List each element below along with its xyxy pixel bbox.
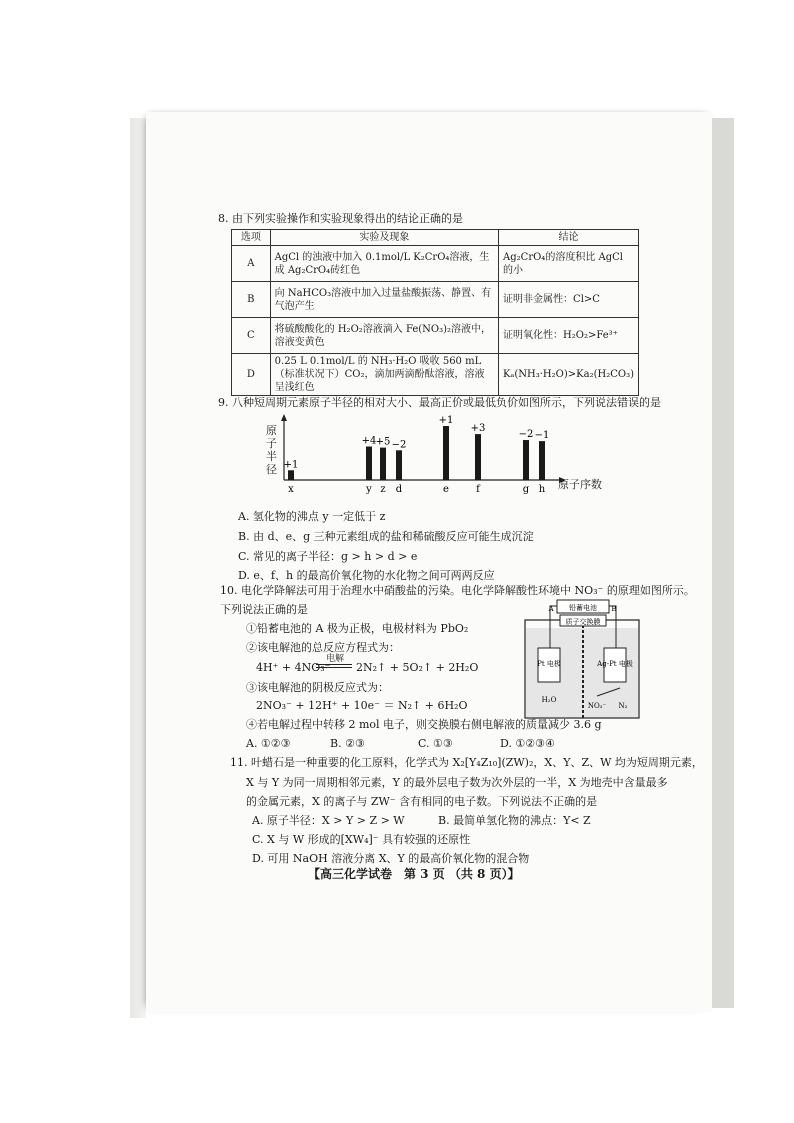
- q10-option-b: B. ②③: [330, 737, 365, 750]
- bar-value-label: −2: [391, 439, 407, 451]
- h2o-label: H₂O: [541, 696, 557, 704]
- table-cell-option: B: [232, 282, 271, 318]
- q10-equation-1-right: 2N₂↑ + 5O₂↑ + 2H₂O: [356, 661, 479, 674]
- reaction-arrow: [316, 667, 352, 668]
- bar-value-label: −1: [534, 430, 550, 442]
- electrolysis-diagram: [524, 598, 642, 720]
- bar-value-label: +5: [375, 436, 391, 448]
- q10-equation-2: 2NO₃⁻ + 12H⁺ + 10e⁻ ＝ N₂↑ + 6H₂O: [256, 699, 468, 712]
- x-tick-label: x: [288, 484, 294, 495]
- q9-option-a: A. 氢化物的沸点 y 一定低于 z: [238, 510, 386, 523]
- x-tick-label: e: [443, 484, 449, 495]
- table-cell-option: D: [232, 354, 271, 396]
- y-axis-arrow-icon: [281, 414, 287, 421]
- table-cell-experiment: 将硫酸酸化的 H₂O₂溶液滴入 Fe(NO₃)₂溶液中，溶液变黄色: [270, 318, 498, 354]
- q8-table: [231, 229, 639, 396]
- terminal-a-label: A: [548, 605, 554, 613]
- bar-g: [523, 440, 529, 480]
- q10-equation-1-condition: 电解: [325, 654, 344, 664]
- x-tick-label: f: [476, 484, 480, 495]
- q11-option-a: A. 原子半径：X > Y > Z > W: [252, 814, 405, 827]
- table-header: 实验及现象: [270, 230, 498, 246]
- table-cell-experiment: 向 NaHCO₃溶液中加入过量盐酸振荡、静置、有气泡产生: [270, 282, 498, 318]
- bar-value-label: +4: [361, 435, 377, 447]
- table-header-row: [232, 230, 639, 246]
- y-axis-label: 原子半径: [266, 424, 277, 476]
- q11-option-b: B. 最简单氢化物的沸点：Y< Z: [438, 814, 591, 827]
- q9-option-c: C. 常见的离子半径：g > h > d > e: [238, 550, 418, 563]
- bar-value-label: −2: [518, 429, 534, 441]
- q10-statement-2: ②该电解池的总反应方程式为：: [246, 641, 400, 654]
- page-footer: 【高三化学试卷 第 3 页 （共 8 页）】: [308, 867, 520, 881]
- table-cell-conclusion: 证明非金属性：Cl>C: [499, 282, 639, 318]
- table-header: 结论: [499, 230, 639, 246]
- q11-option-c: C. X 与 W 形成的[XW₄]⁻ 具有较强的还原性: [252, 833, 471, 846]
- bar-e: [443, 426, 449, 480]
- table-cell-conclusion: Kₐ(NH₃·H₂O)>Ka₂(H₂CO₃): [499, 354, 639, 396]
- bar-f: [475, 434, 481, 480]
- q9-option-d: D. e、f、h 的最高价氧化物的水化物之间可两两反应: [238, 569, 495, 582]
- table-row: [232, 282, 639, 318]
- bar-y: [366, 447, 372, 480]
- q8-stem: 8. 由下列实验操作和实验现象得出的结论正确的是: [218, 212, 463, 225]
- q11-stem-3: 的金属元素，X 的离子与 ZW⁻ 含有相同的电子数。下列说法不正确的是: [246, 795, 598, 808]
- q10-option-c: C. ①③: [418, 737, 453, 750]
- bar-z: [380, 448, 386, 480]
- table-row: [232, 318, 639, 354]
- table-cell-option: C: [232, 318, 271, 354]
- q9-stem: 9. 八种短周期元素原子半径的相对大小、最高正价或最低负价如图所示，下列说法错误的是: [218, 396, 661, 409]
- x-axis-label: 原子序数: [558, 478, 602, 491]
- table-cell-option: A: [232, 246, 271, 282]
- ag-pt-electrode-label: Ag-Pt 电极: [597, 660, 633, 668]
- q10-equation-1-left: 4H⁺ + 4NO₃⁻: [256, 661, 331, 674]
- x-tick-label: g: [522, 484, 530, 495]
- bar-d: [396, 450, 402, 480]
- x-tick-label: h: [538, 484, 546, 495]
- nitrogen-label: N₂: [618, 702, 628, 710]
- q10-stem: 10. 电化学降解法可用于治理水中硝酸盐的污染。电化学降解酸性环境中 NO₃⁻ 的原理如图所示。: [220, 584, 695, 597]
- q11-stem-2: X 与 Y 为同一周期相邻元素，Y 的最外层电子数为次外层的一半，X 为地壳中含量最多: [246, 776, 668, 789]
- q10-option-d: D. ①②③④: [500, 737, 555, 750]
- q10-stem-2: 下列说法正确的是: [220, 603, 308, 616]
- q10-option-a: A. ①②③: [246, 737, 291, 750]
- bar-value-label: +1: [283, 459, 299, 471]
- battery-label: 铅蓄电池: [569, 604, 597, 612]
- bar-h: [539, 441, 545, 480]
- q10-statement-4: ④若电解过程中转移 2 mol 电子，则交换膜右侧电解液的质量减少 3.6 g: [246, 718, 602, 731]
- table-row: [232, 354, 639, 396]
- q10-statement-1: ①铅蓄电池的 A 极为正极，电极材料为 PbO₂: [246, 622, 469, 635]
- table-cell-conclusion: Ag₂CrO₄的溶度积比 AgCl 的小: [499, 246, 639, 282]
- table-cell-experiment: AgCl 的浊液中加入 0.1mol/L K₂CrO₄溶液，生成 Ag₂CrO₄砖红色: [270, 246, 498, 282]
- x-tick-label: d: [395, 484, 403, 495]
- x-tick-label: y: [366, 484, 372, 495]
- terminal-b-label: B: [611, 605, 617, 613]
- q9-option-b: B. 由 d、e、g 三种元素组成的盐和稀硫酸反应可能生成沉淀: [238, 530, 534, 543]
- paper-shadow-left: [130, 118, 146, 1018]
- membrane-label: 质子交换膜: [565, 618, 601, 626]
- table-row: [232, 246, 639, 282]
- nitrate-label: NO₃⁻: [587, 702, 607, 710]
- bar-value-label: +1: [438, 415, 454, 426]
- reaction-arrow: [316, 664, 352, 665]
- table-header: 选项: [232, 230, 271, 246]
- table-cell-experiment: 0.25 L 0.1mol/L 的 NH₃·H₂O 吸收 560 mL（标准状况下）CO₂，滴加两滴酚酞溶液，溶液呈浅红色: [270, 354, 498, 396]
- bar-value-label: +3: [470, 423, 486, 435]
- q11-stem: 11. 叶蜡石是一种重要的化工原料，化学式为 X₂[Y₄Z₁₀](ZW)₂，X、Y、Z、W 均为短周期元素，: [230, 756, 703, 769]
- q10-statement-3: ③该电解池的阴极反应式为：: [246, 681, 389, 694]
- pt-electrode-label: Pt 电极: [537, 660, 561, 668]
- x-tick-label: z: [380, 484, 386, 495]
- table-cell-conclusion: 证明氧化性：H₂O₂>Fe³⁺: [499, 318, 639, 354]
- q11-option-d: D. 可用 NaOH 溶液分离 X、Y 的最高价氧化物的混合物: [252, 852, 530, 865]
- bar-x: [288, 470, 294, 480]
- paper-edge-right: [712, 118, 734, 1008]
